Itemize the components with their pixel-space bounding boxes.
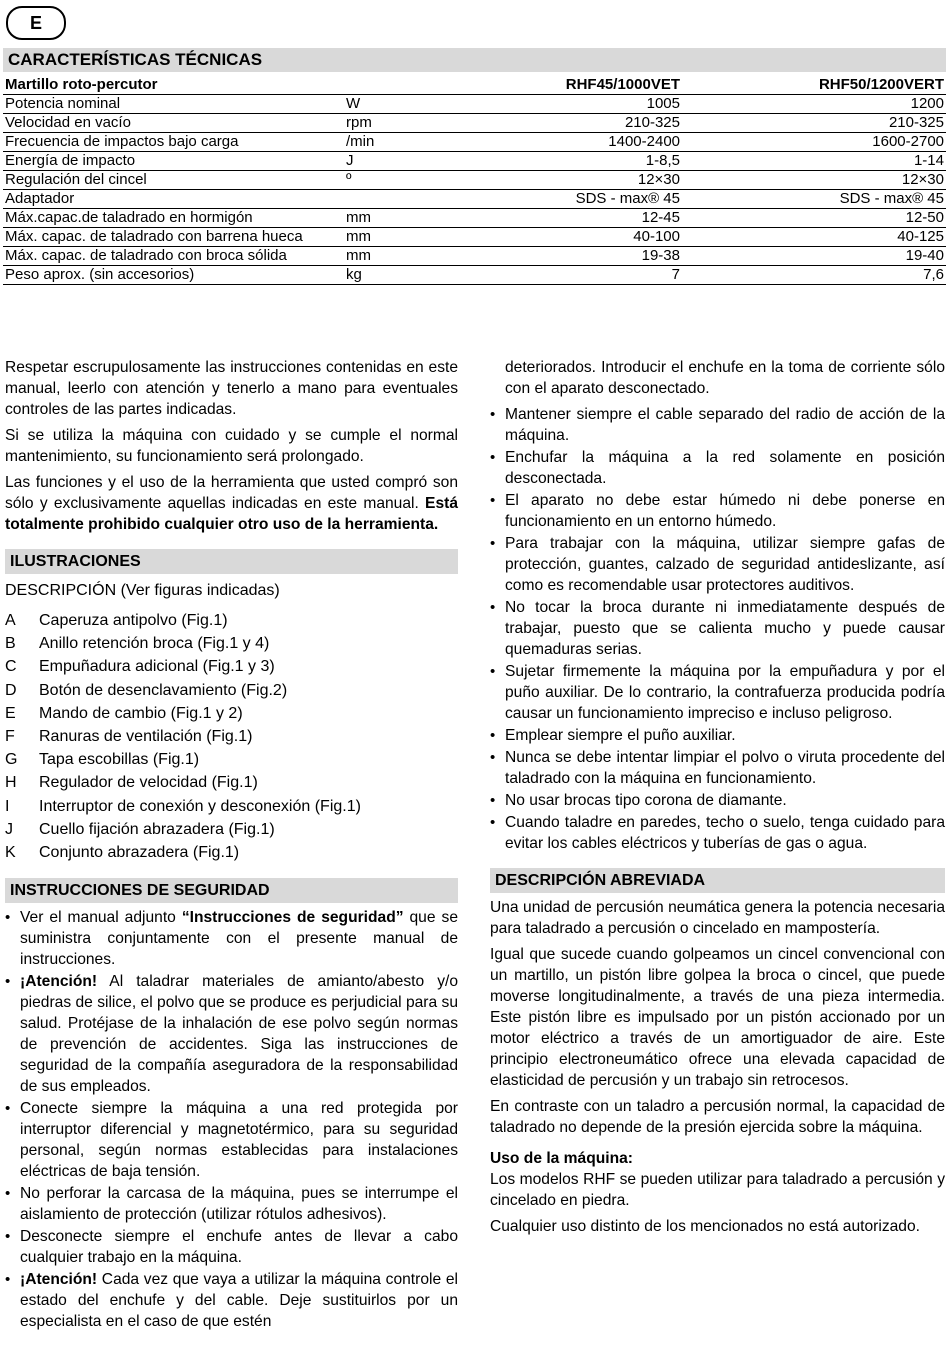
spec-cell: Máx. capac. de taladrado con barrena hueca [3,228,344,247]
description-paragraph: Los modelos RHF se pueden utilizar para taladrado a percusión y cincelado en piedra. [490,1171,945,1209]
spec-row [3,152,946,171]
spec-cell: mm [344,209,498,228]
part-label: Tapa escobillas (Fig.1) [39,751,200,769]
spec-cell: 1-14 [682,152,946,171]
part-label: Anillo retención broca (Fig.1 y 4) [39,635,270,653]
ilustraciones-heading: ILUSTRACIONES [5,549,458,574]
spec-cell: kg [344,266,498,285]
spec-cell: 12-45 [498,209,682,228]
part-letter: A [5,612,16,629]
spec-cell: J [344,152,498,171]
spec-cell: 1200 [682,95,946,114]
safety-text: que se suministra conjuntamente con el presente manual de instrucciones. [20,909,458,969]
spec-row [3,133,946,152]
part-letter: K [5,844,16,862]
parts-list [5,609,458,864]
spec-cell: 19-40 [682,247,946,266]
safety-item: • Sujetar firmemente la máquina por la empuñadura y por el puño auxiliar. De lo contrario, la contrafuerza producida podría causar un funcionamiento impreciso e incluso peligroso. [490,661,945,724]
safety-item: • Enchufar la máquina a la red solamente en posición desconectada. [490,447,945,489]
spec-cell: º [344,171,498,190]
spec-cell: rpm [344,114,498,133]
part-label: Empuñadura adicional (Fig.1 y 3) [39,658,275,676]
safety-item: • Para trabajar con la máquina, utilizar siempre gafas de protección, guantes, calzado de seguridad antideslizante, así como es recomendable usar protectores auditivos. [490,533,945,596]
specs-table [3,76,946,285]
intro-paragraph: Si se utiliza la máquina con cuidado y se cumple el normal mantenimiento, su funcionamiento será prolongado. [5,427,458,465]
spec-cell: Velocidad en vacío [3,114,344,133]
safety-item: • No usar brocas tipo corona de diamante. [490,790,945,811]
attention-label: ¡Atención! [20,973,98,991]
part-letter: H [5,774,17,792]
safety-item: • El aparato no debe estar húmedo ni debe ponerse en funcionamiento en un entorno húmedo. [490,490,945,532]
left-column [5,357,458,1336]
spec-row [3,171,946,190]
spec-cell: 12×30 [682,171,946,190]
safety-item: • No tocar la broca durante ni inmediatamente después de trabajar, puesto que se calienta mucho y puede causar quemaduras serias. [490,597,945,660]
part-label: Botón de desenclavamiento (Fig.2) [39,681,288,699]
intro-paragraph [5,472,458,535]
safety-item [5,971,458,1097]
part-label: Ranuras de ventilación (Fig.1) [39,728,253,746]
spec-cell: W [344,95,498,114]
right-column [490,357,945,1242]
spec-row [3,95,946,114]
part-item [5,702,458,725]
part-label: Caperuza antipolvo (Fig.1) [39,612,228,629]
part-letter: G [5,751,18,769]
spec-cell: Adaptador [3,190,344,209]
spec-cell: SDS - max® 45 [682,190,946,209]
spec-cell: Energía de impacto [3,152,344,171]
spec-row [3,209,946,228]
specs-title: CARACTERÍSTICAS TÉCNICAS [3,48,946,72]
spec-cell [344,190,498,209]
description-paragraph: Igual que sucede cuando golpeamos un cincel convencional con un martillo, un pistón libre golpea la broca o cincel, que puede moverse longitudinalmente, a través de una pieza intermedia. Este pistón libre es impulsado por un pistón accionado por un motor eléctrico a través de un amortiguador de aire. Este principio electroneumático ofrece una elevada capacidad de elasticidad de percusión y un trabajo sin retrocesos. [490,946,945,1089]
spec-cell: Martillo roto-percutor [3,76,344,95]
safety-item: • Emplear siempre el puño auxiliar. [490,725,945,746]
spec-cell: Regulación del cincel [3,171,344,190]
spec-row [3,114,946,133]
part-item [5,795,458,818]
spec-cell: 7 [498,266,682,285]
spec-cell: Frecuencia de impactos bajo carga [3,133,344,152]
part-letter: B [5,635,16,653]
spec-cell: 210-325 [682,114,946,133]
safety-item: • Conecte siempre la máquina a una red protegida por interruptor diferencial y magnetotérmico, para su seguridad personal, según normas establecidas para instalaciones eléctricas de baja tensión. [5,1098,458,1182]
spec-cell: Peso aprox. (sin accesorios) [3,266,344,285]
safety-manual-title: “Instrucciones de seguridad” [181,909,404,927]
spec-row [3,247,946,266]
intro-paragraph: Respetar escrupulosamente las instrucciones contenidas en este manual, leerlo con atención y tenerlo a mano para eventuales controles de las partes indicadas. [5,359,458,418]
spec-cell: mm [344,247,498,266]
part-item [5,679,458,702]
spec-cell: 1400-2400 [498,133,682,152]
descripcion-subtitle: DESCRIPCIÓN (Ver figuras indicadas) [5,582,280,599]
safety-item [5,907,458,970]
safety-item [5,1269,458,1332]
part-item [5,725,458,748]
spec-cell: SDS - max® 45 [498,190,682,209]
abreviada-heading: DESCRIPCIÓN ABREVIADA [490,868,945,893]
safety-item: • No perforar la carcasa de la máquina, pues se interrumpe el aislamiento de protección (utilizar rótulos adhesivos). [5,1183,458,1225]
spec-cell: Potencia nominal [3,95,344,114]
safety-text: Cada vez que vaya a utilizar la máquina controle el estado del enchufe y del cable. Deje sustituirlos por un especialista en el caso de que estén [20,1271,458,1331]
spec-cell: 210-325 [498,114,682,133]
part-item [5,609,458,632]
spec-cell: 40-100 [498,228,682,247]
spec-cell: mm [344,228,498,247]
spec-cell: 12×30 [498,171,682,190]
part-label: Regulador de velocidad (Fig.1) [39,774,258,792]
intro-text: Las funciones y el uso de la herramienta que usted compró son sólo y exclusivamente aquellas indicadas en este manual. [5,474,458,512]
part-letter: E [5,704,16,722]
spec-row [3,190,946,209]
description-paragraph: Una unidad de percusión neumática genera la potencia necesaria para taladrado a percusión o cincelado en mampostería. [490,899,945,937]
safety-item: • Mantener siempre el cable separado del radio de acción de la máquina. [490,404,945,446]
part-label: Mando de cambio (Fig.1 y 2) [39,704,243,722]
spec-cell: /min [344,133,498,152]
spec-cell: RHF45/1000VET [498,76,682,95]
part-letter: C [5,658,17,676]
part-item [5,818,458,841]
continued-text: deteriorados. Introducir el enchufe en la toma de corriente sólo con el aparato desconectado. [505,359,945,397]
part-label: Cuello fijación abrazadera (Fig.1) [39,820,275,838]
part-item [5,655,458,678]
part-item [5,632,458,655]
spec-cell: 1600-2700 [682,133,946,152]
part-label: Conjunto abrazadera (Fig.1) [39,844,240,862]
spec-row [3,228,946,247]
attention-label: ¡Atención! [20,1271,98,1289]
description-paragraph: Cualquier uso distinto de los mencionados no está autorizado. [490,1218,920,1235]
uso-heading: Uso de la máquina: [490,1150,633,1167]
intro-warning: Está totalmente prohibido cualquier otro uso de la herramienta. [5,495,458,533]
spec-cell: 7,6 [682,266,946,285]
safety-list [5,907,458,1332]
seguridad-heading: INSTRUCCIONES DE SEGURIDAD [5,878,458,903]
part-item [5,771,458,794]
spec-cell: 1005 [498,95,682,114]
language-badge: E [6,6,66,40]
spec-cell: 1-8,5 [498,152,682,171]
safety-text: Al taladrar materiales de amianto/abesto y/o piedras de silice, el polvo que se produce es perjudicial para su salud. Protéjase de la inhalación de ese polvo según normas de prevención de accidentes. Siga las instrucciones de seguridad de la compañía aseguradora de la responsabilidad de sus empleados. [20,973,458,1096]
spec-cell: 19-38 [498,247,682,266]
part-item [5,748,458,771]
part-item [5,841,458,864]
spec-cell: 12-50 [682,209,946,228]
spec-cell [344,76,498,95]
safety-list-continued [490,404,945,854]
spec-cell: Máx. capac. de taladrado con broca sólida [3,247,344,266]
spec-cell: Máx.capac.de taladrado en hormigón [3,209,344,228]
spec-header-row [3,76,946,95]
part-letter: J [5,820,13,838]
part-label: Interruptor de conexión y desconexión (Fig.1) [39,797,361,815]
spec-row [3,266,946,285]
part-letter: D [5,681,17,699]
part-letter: I [5,797,10,815]
safety-item: • Cuando taladre en paredes, techo o suelo, tenga cuidado para evitar los cables eléctricos y tuberías de gas o agua. [490,812,945,854]
safety-item: • Nunca se debe intentar limpiar el polvo o viruta procedente del taladrado con la máquina en funcionamiento. [490,747,945,789]
safety-text: Ver el manual adjunto [20,909,182,927]
safety-item: • Desconecte siempre el enchufe antes de llevar a cabo cualquier trabajo en la máquina. [5,1226,458,1268]
spec-cell: 40-125 [682,228,946,247]
part-letter: F [5,728,15,746]
spec-cell: RHF50/1200VERT [682,76,946,95]
description-paragraph: En contraste con un taladro a percusión normal, la capacidad de taladrado no depende de la presión ejercida sobre la máquina. [490,1098,945,1136]
